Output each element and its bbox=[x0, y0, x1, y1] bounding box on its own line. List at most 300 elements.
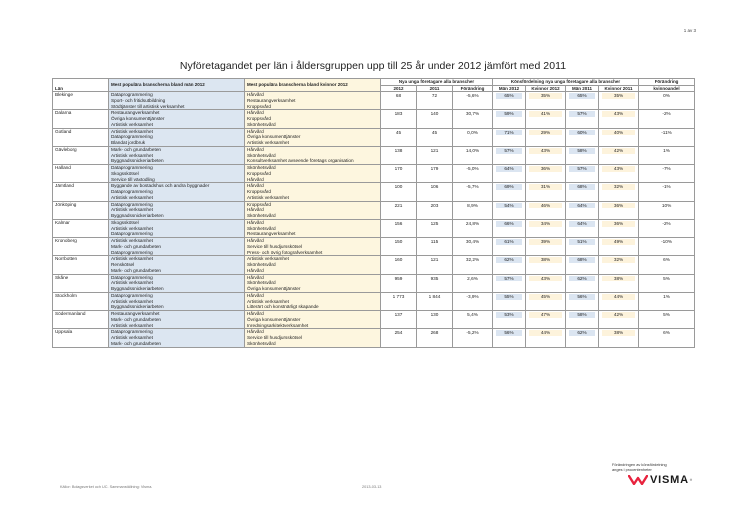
bransch-item: Mark- och grundarbeten bbox=[111, 316, 162, 322]
cell-man-branscher bbox=[109, 329, 245, 347]
cell-y2012 bbox=[381, 292, 417, 310]
cell-man2011 bbox=[566, 219, 599, 237]
value-kvinnor2011: 36% bbox=[602, 203, 635, 209]
cell-kvinnor-branscher bbox=[245, 201, 381, 219]
value-kvinnor2011: 43% bbox=[602, 111, 635, 117]
bransch-item: Kroppsvård bbox=[247, 116, 271, 121]
cell-man2011 bbox=[566, 201, 599, 219]
cell-kvinnoandel bbox=[639, 128, 695, 146]
value-y2011: 115 bbox=[430, 239, 439, 244]
cell-y2011 bbox=[417, 128, 453, 146]
table-row bbox=[53, 201, 695, 219]
cell-y2011 bbox=[417, 165, 453, 183]
bransch-item: Byggnadssnickeriarbeten bbox=[111, 286, 164, 291]
cell-y2012 bbox=[381, 128, 417, 146]
bransch-item: Stödtjänster till artistisk verksamhet bbox=[111, 103, 185, 109]
value-y2012: 156 bbox=[394, 220, 403, 226]
value-kvinnor2011: 40% bbox=[602, 130, 635, 136]
bransch-item: Övriga konsumenttjänster bbox=[111, 116, 165, 121]
bransch-item: Dataprogrammering bbox=[111, 165, 153, 170]
bransch-item: Artistisk verksamhet bbox=[111, 225, 153, 231]
value-kvinnor2012: 29% bbox=[529, 130, 562, 136]
value-kvinnor2011: 49% bbox=[602, 239, 635, 245]
cell-man2011 bbox=[566, 311, 599, 329]
value-kvinnor2012: 46% bbox=[529, 203, 562, 209]
value-kvinnoandel: 6% bbox=[663, 257, 670, 263]
cell-man-branscher bbox=[109, 165, 245, 183]
bransch-item: Hårvård bbox=[247, 219, 264, 225]
cell-forandring bbox=[453, 238, 493, 256]
value-man2011: 58% bbox=[569, 148, 595, 154]
cell-man2012 bbox=[493, 128, 526, 146]
value-forandring: 32,2% bbox=[465, 257, 480, 263]
cell-lan: Blekinge bbox=[53, 92, 109, 110]
value-kvinnoandel: -1% bbox=[662, 184, 671, 190]
cell-man2011 bbox=[566, 292, 599, 310]
cell-kvinnoandel bbox=[639, 92, 695, 110]
bransch-item: Konsultverksamhet avseende företags organisation bbox=[247, 158, 354, 164]
cell-man-branscher bbox=[109, 110, 245, 128]
footnote-line: Förändringen av könsfördelning bbox=[612, 462, 667, 467]
bransch-item: Mark- och grundarbeten bbox=[111, 146, 162, 152]
footer-date: 2013-03-13 bbox=[362, 485, 382, 489]
bransch-item: Artistisk verksamhet bbox=[111, 128, 153, 134]
header-nya-group: Nya unga företagare alla branscher bbox=[381, 79, 493, 86]
cell-kvinnor2011 bbox=[599, 165, 639, 183]
cell-kvinnor2012 bbox=[526, 311, 566, 329]
value-forandring: 0,0% bbox=[467, 129, 478, 135]
bransch-item: Hårvård bbox=[247, 128, 264, 134]
value-man2011: 68% bbox=[569, 257, 595, 263]
bransch-item: Övriga konsumenttjänster bbox=[247, 316, 301, 322]
value-man2011: 65% bbox=[569, 93, 595, 99]
value-man2011: 68% bbox=[569, 184, 595, 190]
bransch-item: Inredningsarkitektverksamhet bbox=[247, 322, 309, 328]
value-man2011: 57% bbox=[569, 111, 595, 117]
value-kvinnor2011: 43% bbox=[602, 166, 635, 172]
cell-man-branscher bbox=[109, 311, 245, 329]
cell-y2011 bbox=[417, 238, 453, 256]
value-kvinnor2012: 43% bbox=[529, 148, 562, 154]
header-kon-group: Könsfördelning nya unga företagare alla branscher bbox=[493, 79, 639, 86]
cell-kvinnor-branscher bbox=[245, 165, 381, 183]
cell-kvinnor2011 bbox=[599, 329, 639, 347]
cell-kvinnor-branscher bbox=[245, 311, 381, 329]
value-man2012: 61% bbox=[496, 239, 522, 245]
bransch-item: Litterärt och konstnärligt skapande bbox=[247, 304, 319, 310]
cell-kvinnor-branscher bbox=[245, 274, 381, 292]
cell-kvinnor2011 bbox=[599, 292, 639, 310]
header-forandring-group: Förändring bbox=[639, 79, 695, 86]
cell-lan: Kalmar bbox=[53, 219, 109, 237]
header-forandring: Förändring bbox=[453, 85, 493, 92]
value-kvinnor2011: 32% bbox=[602, 184, 635, 190]
bransch-item: Övriga konsumenttjänster bbox=[247, 286, 301, 291]
cell-y2012 bbox=[381, 110, 417, 128]
value-forandring: -5,7% bbox=[466, 184, 479, 190]
bransch-item: Hårvård bbox=[247, 92, 264, 97]
bransch-item: Service till växtodling bbox=[111, 176, 155, 182]
bransch-item: Skönhetsvård bbox=[247, 121, 276, 127]
value-kvinnoandel: 1% bbox=[663, 147, 670, 153]
bransch-item: Skönhetsvård bbox=[247, 262, 276, 267]
cell-y2011 bbox=[417, 274, 453, 292]
cell-man2011 bbox=[566, 238, 599, 256]
value-man2012: 54% bbox=[496, 203, 522, 209]
bransch-item: Renskötsel bbox=[111, 262, 135, 267]
cell-man2012 bbox=[493, 219, 526, 237]
cell-kvinnor2011 bbox=[599, 183, 639, 201]
header-kvinnor: Mest populära branscherna bland kvinnor 2012 bbox=[245, 79, 381, 92]
value-man2012: 69% bbox=[496, 184, 522, 190]
bransch-item: Artistisk verksamhet bbox=[111, 256, 153, 262]
cell-man2011 bbox=[566, 183, 599, 201]
value-man2012: 62% bbox=[496, 257, 522, 263]
header-man: Mest populära branscherna bland män 2012 bbox=[109, 79, 245, 92]
value-man2012: 57% bbox=[496, 148, 522, 154]
value-man2011: 56% bbox=[569, 294, 595, 300]
cell-kvinnoandel bbox=[639, 110, 695, 128]
value-y2012: 183 bbox=[394, 111, 403, 117]
table-row bbox=[53, 311, 695, 329]
bransch-item: Dataprogrammering bbox=[111, 189, 153, 194]
cell-man-branscher bbox=[109, 274, 245, 292]
bransch-item: Artistisk verksamhet bbox=[247, 256, 289, 262]
value-kvinnoandel: -2% bbox=[662, 111, 671, 117]
cell-kvinnor-branscher bbox=[245, 146, 381, 164]
cell-kvinnor2012 bbox=[526, 92, 566, 110]
header-kvinnor-2012: Kvinnor 2012 bbox=[526, 85, 566, 92]
value-kvinnor2011: 32% bbox=[602, 257, 635, 263]
bransch-item: Skönhetsvård bbox=[247, 152, 276, 158]
value-kvinnor2012: 43% bbox=[529, 276, 562, 282]
value-kvinnoandel: 1% bbox=[663, 293, 670, 299]
bransch-item: Övriga konsumenttjänster bbox=[247, 134, 301, 140]
bransch-item: Hårvård bbox=[247, 329, 264, 335]
cell-lan: Gotland bbox=[53, 128, 109, 146]
value-forandring: -5,2% bbox=[466, 330, 479, 336]
bransch-item: Artistisk verksamhet bbox=[247, 140, 289, 145]
cell-man-branscher bbox=[109, 128, 245, 146]
value-kvinnoandel: 5% bbox=[663, 312, 670, 317]
cell-y2012 bbox=[381, 256, 417, 274]
bransch-item: Kroppsvård bbox=[247, 189, 271, 194]
cell-y2012 bbox=[381, 219, 417, 237]
cell-man2011 bbox=[566, 146, 599, 164]
bransch-item: Hårvård bbox=[247, 183, 264, 189]
value-forandring: 24,8% bbox=[465, 220, 480, 226]
cell-man2012 bbox=[493, 165, 526, 183]
cell-lan: Jämtland bbox=[53, 183, 109, 201]
value-man2011: 64% bbox=[569, 203, 595, 209]
cell-kvinnor2012 bbox=[526, 165, 566, 183]
cell-kvinnor2012 bbox=[526, 329, 566, 347]
cell-kvinnor2011 bbox=[599, 274, 639, 292]
cell-kvinnoandel bbox=[639, 274, 695, 292]
bransch-item: Skönhetsvård bbox=[247, 280, 276, 286]
cell-kvinnor2012 bbox=[526, 219, 566, 237]
footer-source: Källor: Bolagsverket och UC. Sammanställning: Visma. bbox=[60, 485, 153, 489]
value-man2012: 65% bbox=[496, 93, 522, 99]
logo-registered-mark: ® bbox=[689, 478, 693, 482]
table-row bbox=[53, 274, 695, 292]
cell-man2011 bbox=[566, 165, 599, 183]
visma-logo bbox=[628, 474, 692, 486]
header-kvinnor-2011: Kvinnor 2011 bbox=[599, 85, 639, 92]
value-y2011: 179 bbox=[430, 166, 439, 171]
cell-kvinnor2012 bbox=[526, 128, 566, 146]
cell-forandring bbox=[453, 165, 493, 183]
bransch-item: Artistisk verksamhet bbox=[111, 152, 153, 158]
cell-man-branscher bbox=[109, 256, 245, 274]
table-row bbox=[53, 183, 695, 201]
value-man2011: 60% bbox=[569, 130, 595, 136]
value-y2012: 254 bbox=[394, 330, 403, 336]
bransch-item: Dataprogrammering bbox=[111, 292, 153, 298]
cell-kvinnor-branscher bbox=[245, 256, 381, 274]
table-row bbox=[53, 165, 695, 183]
value-y2011: 106 bbox=[430, 184, 439, 190]
value-kvinnoandel: 10% bbox=[661, 202, 672, 208]
value-y2012: 160 bbox=[394, 257, 403, 263]
bransch-item: Artistisk verksamhet bbox=[111, 335, 153, 340]
bransch-item: Dataprogrammering bbox=[111, 92, 153, 97]
cell-y2011 bbox=[417, 292, 453, 310]
value-kvinnor2011: 42% bbox=[602, 148, 635, 154]
bransch-item: Artistisk verksamhet bbox=[247, 194, 289, 200]
data-table bbox=[52, 78, 695, 348]
cell-y2012 bbox=[381, 311, 417, 329]
bransch-item: Restaurangverksamhet bbox=[111, 110, 160, 116]
value-man2011: 64% bbox=[569, 221, 595, 227]
cell-man2012 bbox=[493, 329, 526, 347]
cell-y2011 bbox=[417, 219, 453, 237]
footnote-line: anges i procentenheter bbox=[612, 467, 652, 472]
bransch-item: Byggnadssnickeriarbeten bbox=[111, 158, 164, 164]
cell-kvinnor2011 bbox=[599, 219, 639, 237]
value-y2011: 125 bbox=[430, 220, 439, 226]
value-man2012: 59% bbox=[496, 111, 522, 117]
cell-y2012 bbox=[381, 92, 417, 110]
cell-forandring bbox=[453, 256, 493, 274]
value-kvinnoandel: 0% bbox=[663, 93, 670, 98]
value-man2011: 57% bbox=[569, 166, 595, 172]
bransch-item: Skönhetsvård bbox=[247, 165, 276, 170]
cell-kvinnor2012 bbox=[526, 146, 566, 164]
cell-forandring bbox=[453, 92, 493, 110]
cell-y2011 bbox=[417, 110, 453, 128]
cell-kvinnoandel bbox=[639, 238, 695, 256]
value-man2011: 51% bbox=[569, 239, 595, 245]
cell-kvinnor-branscher bbox=[245, 92, 381, 110]
bransch-item: Skogsskötsel bbox=[111, 170, 139, 176]
cell-y2012 bbox=[381, 201, 417, 219]
bransch-item: Dataprogrammering bbox=[111, 231, 153, 237]
value-man2012: 56% bbox=[496, 330, 522, 336]
value-forandring: 30,4% bbox=[465, 239, 480, 244]
cell-y2011 bbox=[417, 201, 453, 219]
cell-lan: Skåne bbox=[53, 274, 109, 292]
value-y2011: 72 bbox=[431, 93, 438, 98]
bransch-item: Hårvård bbox=[247, 311, 264, 316]
bransch-item: Hårvård bbox=[247, 146, 264, 152]
cell-man2011 bbox=[566, 329, 599, 347]
cell-man-branscher bbox=[109, 238, 245, 256]
table-row bbox=[53, 329, 695, 347]
value-y2011: 45 bbox=[431, 129, 438, 135]
bransch-item: Mark- och grundarbeten bbox=[111, 267, 162, 273]
page-number: 1 av 3 bbox=[683, 28, 696, 33]
bransch-item: Kroppsvård bbox=[247, 170, 271, 176]
cell-kvinnor2011 bbox=[599, 238, 639, 256]
cell-kvinnoandel bbox=[639, 292, 695, 310]
cell-y2011 bbox=[417, 311, 453, 329]
value-y2011: 130 bbox=[430, 312, 439, 317]
bransch-item: Mark- och grundarbeten bbox=[111, 243, 162, 249]
cell-man2012 bbox=[493, 311, 526, 329]
value-y2011: 121 bbox=[430, 257, 439, 263]
bransch-item: Byggnadssnickeriarbeten bbox=[111, 213, 164, 218]
cell-y2012 bbox=[381, 329, 417, 347]
bransch-item: Dataprogrammering bbox=[111, 249, 153, 255]
cell-forandring bbox=[453, 274, 493, 292]
cell-forandring bbox=[453, 219, 493, 237]
cell-kvinnor2011 bbox=[599, 201, 639, 219]
cell-kvinnor-branscher bbox=[245, 110, 381, 128]
bransch-item: Byggnadssnickeriarbeten bbox=[111, 304, 164, 310]
bransch-item: Dataprogrammering bbox=[111, 134, 153, 140]
cell-kvinnoandel bbox=[639, 165, 695, 183]
cell-forandring bbox=[453, 292, 493, 310]
value-man2012: 53% bbox=[496, 312, 522, 318]
cell-forandring bbox=[453, 110, 493, 128]
bransch-item: Kroppsvård bbox=[247, 201, 271, 207]
bransch-item: Sport- och fritidsutbildning bbox=[111, 97, 166, 103]
cell-forandring bbox=[453, 183, 493, 201]
cell-kvinnor-branscher bbox=[245, 329, 381, 347]
value-man2011: 62% bbox=[569, 330, 595, 336]
value-y2011: 203 bbox=[430, 202, 439, 208]
value-forandring: -5,6% bbox=[466, 93, 479, 98]
cell-kvinnor2012 bbox=[526, 110, 566, 128]
table-row bbox=[53, 292, 695, 310]
cell-man-branscher bbox=[109, 292, 245, 310]
cell-kvinnor2012 bbox=[526, 274, 566, 292]
cell-kvinnor2012 bbox=[526, 292, 566, 310]
cell-kvinnor-branscher bbox=[245, 292, 381, 310]
bransch-item: Hårvård bbox=[247, 207, 264, 213]
table-row bbox=[53, 219, 695, 237]
bransch-item: Hårvård bbox=[247, 292, 264, 298]
bransch-item: Press- och övrig fotografverksamhet bbox=[247, 249, 323, 255]
value-y2012: 1 773 bbox=[392, 293, 405, 299]
cell-man2012 bbox=[493, 256, 526, 274]
value-man2012: 64% bbox=[496, 166, 522, 172]
value-y2012: 150 bbox=[394, 239, 403, 244]
value-forandring: 8,9% bbox=[467, 202, 478, 208]
bransch-item: Artistisk verksamhet bbox=[111, 194, 153, 200]
bransch-item: Mark- och grundarbeten bbox=[111, 340, 162, 346]
cell-kvinnoandel bbox=[639, 311, 695, 329]
cell-kvinnor2011 bbox=[599, 128, 639, 146]
cell-forandring bbox=[453, 329, 493, 347]
value-kvinnor2012: 47% bbox=[529, 312, 562, 318]
cell-man2012 bbox=[493, 292, 526, 310]
cell-kvinnoandel bbox=[639, 329, 695, 347]
logo-text: VISMA bbox=[650, 474, 689, 486]
cell-lan: Jönköping bbox=[53, 201, 109, 219]
cell-man2012 bbox=[493, 146, 526, 164]
value-kvinnor2012: 39% bbox=[529, 239, 562, 245]
bransch-item: Artistisk verksamhet bbox=[111, 280, 153, 286]
bransch-item: Artistisk verksamhet bbox=[111, 121, 153, 127]
value-y2012: 170 bbox=[394, 166, 403, 171]
cell-lan: Gävleborg bbox=[53, 146, 109, 164]
value-kvinnor2012: 41% bbox=[529, 111, 562, 117]
cell-man2011 bbox=[566, 256, 599, 274]
header-lan: Län bbox=[53, 79, 109, 92]
cell-man2011 bbox=[566, 128, 599, 146]
cell-man2011 bbox=[566, 92, 599, 110]
cell-man2012 bbox=[493, 183, 526, 201]
value-kvinnoandel: -2% bbox=[662, 220, 671, 226]
cell-man2012 bbox=[493, 238, 526, 256]
value-kvinnor2011: 38% bbox=[602, 276, 635, 282]
header-man-2011: Män 2011 bbox=[566, 85, 599, 92]
cell-forandring bbox=[453, 311, 493, 329]
bransch-item: Skönhetsvård bbox=[247, 340, 276, 346]
cell-lan: Stockholm bbox=[53, 292, 109, 310]
cell-kvinnor2011 bbox=[599, 146, 639, 164]
value-y2011: 1 844 bbox=[428, 293, 441, 299]
cell-man-branscher bbox=[109, 201, 245, 219]
value-y2012: 138 bbox=[394, 147, 403, 153]
value-kvinnor2011: 36% bbox=[602, 221, 635, 227]
bransch-item: Hårvård bbox=[247, 110, 264, 116]
value-kvinnoandel: 6% bbox=[663, 330, 670, 336]
page-title: Nyföretagandet per län i åldersgruppen upp till 25 år under 2012 jämfört med 2011 bbox=[179, 60, 567, 72]
bransch-item: Restaurangverksamhet bbox=[247, 97, 296, 103]
cell-man-branscher bbox=[109, 146, 245, 164]
value-forandring: -5,0% bbox=[466, 166, 479, 171]
cell-kvinnor-branscher bbox=[245, 183, 381, 201]
cell-kvinnor2012 bbox=[526, 256, 566, 274]
bransch-item: Skönhetsvård bbox=[247, 225, 276, 231]
value-y2011: 140 bbox=[430, 111, 439, 117]
cell-kvinnor2012 bbox=[526, 238, 566, 256]
value-man2011: 62% bbox=[569, 276, 595, 282]
cell-y2011 bbox=[417, 256, 453, 274]
bransch-item: Artistisk verksamhet bbox=[111, 322, 153, 328]
cell-kvinnoandel bbox=[639, 183, 695, 201]
value-kvinnor2011: 38% bbox=[602, 330, 635, 336]
cell-lan: Norrbotten bbox=[53, 256, 109, 274]
cell-kvinnoandel bbox=[639, 219, 695, 237]
value-man2012: 57% bbox=[496, 276, 522, 282]
value-kvinnor2012: 38% bbox=[529, 257, 562, 263]
value-forandring: 5,4% bbox=[467, 312, 478, 317]
value-man2012: 71% bbox=[496, 130, 522, 136]
cell-lan: Södermanland bbox=[53, 311, 109, 329]
cell-kvinnor2011 bbox=[599, 92, 639, 110]
cell-man2011 bbox=[566, 274, 599, 292]
value-kvinnor2012: 35% bbox=[529, 93, 562, 99]
value-forandring: 30,7% bbox=[465, 111, 480, 117]
cell-y2011 bbox=[417, 183, 453, 201]
value-kvinnor2012: 45% bbox=[529, 294, 562, 300]
bransch-item: Dataprogrammering bbox=[111, 274, 153, 280]
bransch-item: Dataprogrammering bbox=[111, 201, 153, 207]
